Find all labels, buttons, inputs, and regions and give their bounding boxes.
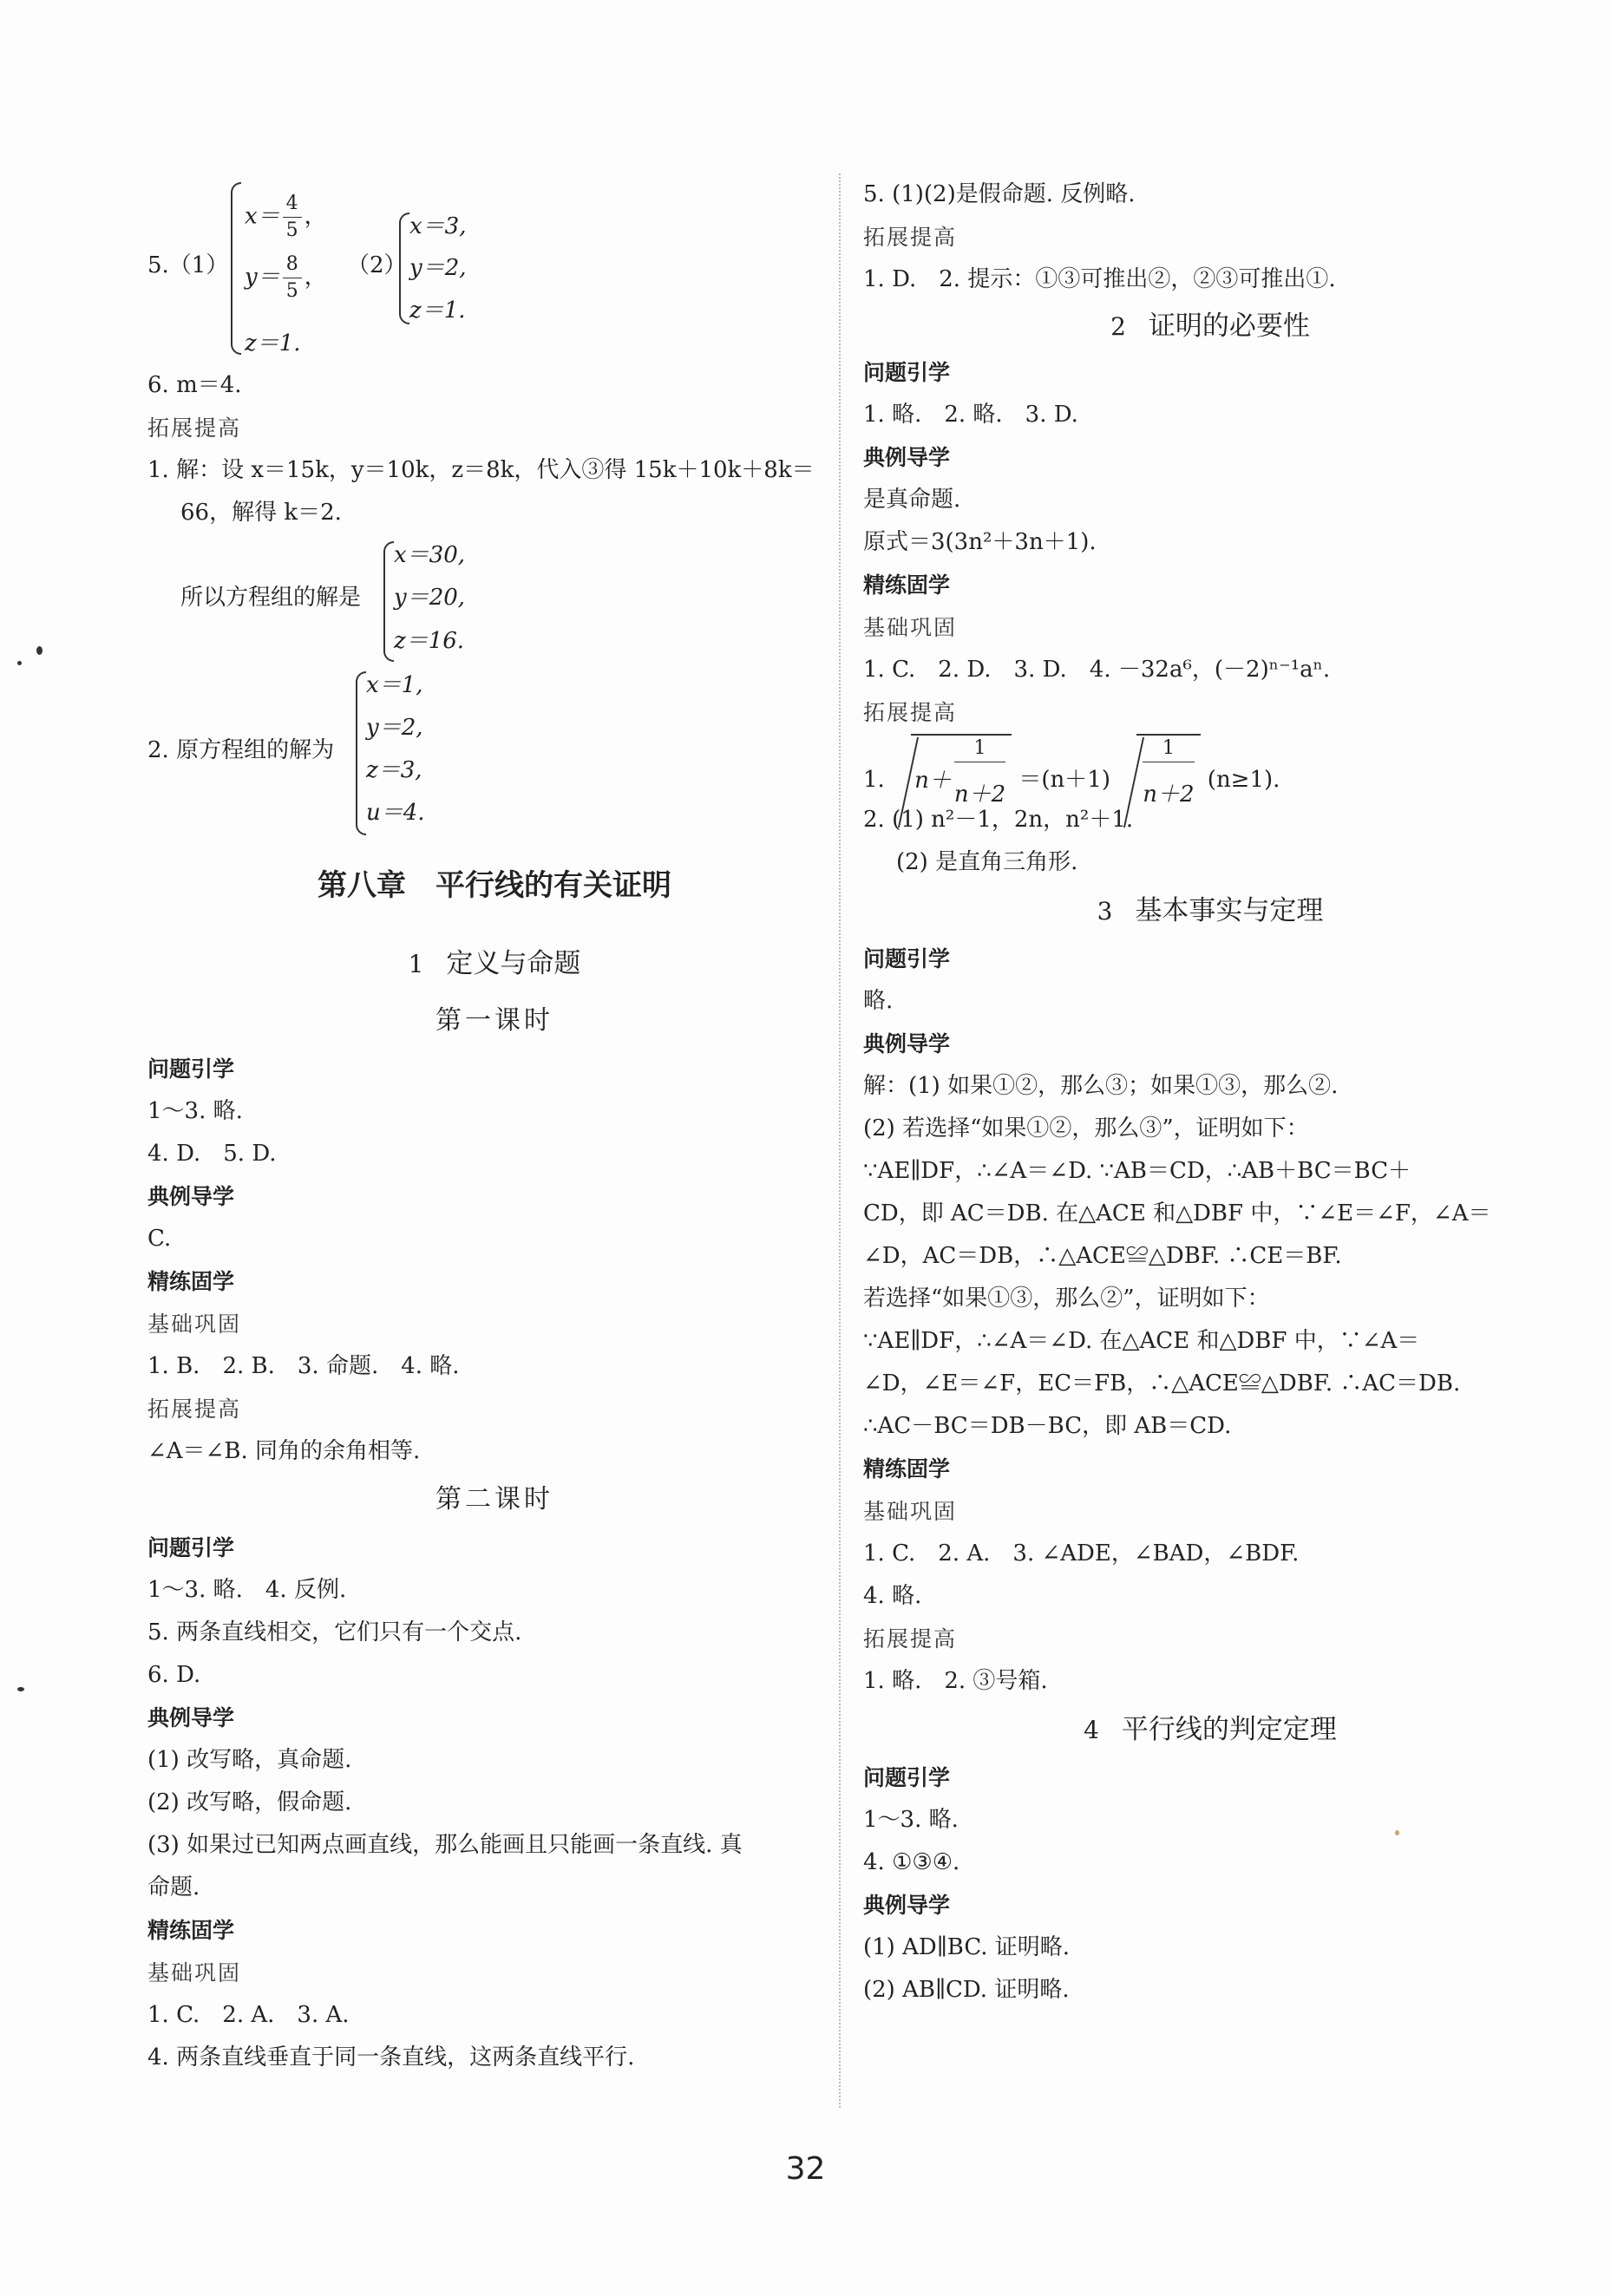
t2-eq4 <box>366 795 425 827</box>
denominator: 5 <box>285 219 298 241</box>
answer-line: 是真命题. <box>863 487 961 513</box>
fraction <box>283 252 302 304</box>
heading-jinglian: 精练固学 <box>863 1456 951 1482</box>
left-column <box>147 173 842 2079</box>
t2-eq3 <box>366 752 422 784</box>
t2-eq2 <box>366 710 423 742</box>
brace-1 <box>231 182 241 355</box>
answer-line: 1. 略. 2. 略. 3. D. <box>863 402 1078 428</box>
answer-line: C. <box>147 1226 172 1252</box>
lesson-2-title: 第二课时 <box>435 1484 553 1514</box>
subheading-tuozhan: 拓展提高 <box>863 225 958 250</box>
equals-part: ＝(n＋1) <box>1018 767 1110 793</box>
answer-line: (2) 改写略，假命题. <box>147 1789 352 1815</box>
section-1-title <box>147 933 842 994</box>
q5-systems <box>147 173 842 364</box>
subheading-tuozhan: 拓展提高 <box>863 700 958 725</box>
t1-eq2 <box>394 579 465 612</box>
comma: ， <box>304 264 327 291</box>
section-number: 4 <box>1084 1716 1099 1744</box>
answer-line: 1. C. 2. D. 3. D. 4. －32a⁶，(－2)ⁿ⁻¹aⁿ. <box>863 657 1331 683</box>
t1-eq1 <box>394 537 465 569</box>
q5-eq-x <box>245 191 327 244</box>
subheading-jichu: 基础巩固 <box>147 1960 242 1985</box>
scan-speck <box>36 646 43 655</box>
section-number: 3 <box>1097 897 1113 926</box>
subheading-jichu: 基础巩固 <box>863 1499 958 1524</box>
eq-text: z＝3, <box>366 757 422 783</box>
proof-line: ∠D，AC＝DB，∴△ACE≌△DBF. ∴CE＝BF. <box>863 1243 1342 1269</box>
answer-line: 原式＝3(3n²＋3n＋1). <box>863 529 1097 555</box>
eq-text: x＝3, <box>409 213 467 239</box>
q6-answer: 6. m＝4. <box>147 372 242 398</box>
eq-lhs: x＝ <box>245 203 280 230</box>
subheading-jichu: 基础巩固 <box>147 1312 242 1337</box>
proof-line: ∵AE∥DF，∴∠A＝∠D. ∵AB＝CD，∴AB＋BC＝BC＋ <box>863 1158 1411 1184</box>
answer-line: 1. 略. 2. ③号箱. <box>863 1668 1048 1694</box>
t1-solution <box>147 534 842 664</box>
section-2-title <box>863 301 1557 351</box>
answer-line: 略. <box>863 988 894 1014</box>
answer-line: ∠A＝∠B. 同角的余角相等. <box>147 1438 421 1464</box>
heading-dianli: 典例导学 <box>147 1184 235 1209</box>
eq-text: y＝20, <box>394 585 466 611</box>
answer-line: (3) 如果过已知两点画直线，那么能画且只能画一条直线. 真 <box>147 1832 743 1858</box>
heading-dianli: 典例导学 <box>147 1705 235 1730</box>
sqrt-expression-1 <box>892 734 1012 827</box>
q5-eq-y <box>245 252 327 304</box>
brace-2 <box>399 213 409 324</box>
q5-sys2-eq3 <box>409 292 466 324</box>
eq-text: z＝1. <box>409 298 466 324</box>
fraction: $\frac{1}{n+2}$ <box>1143 737 1195 808</box>
condition: (n≥1). <box>1207 767 1280 793</box>
t1-sol-label: 所以方程组的解是 <box>180 585 362 611</box>
section-number: 2 <box>1110 312 1126 341</box>
t1-line1: 1. 解：设 x＝15k，y＝10k，z＝8k，代入③得 15k＋10k＋8k＝ <box>147 457 815 483</box>
heading-wenti: 问题引学 <box>147 1056 235 1082</box>
section-name: 平行线的判定定理 <box>1121 1714 1337 1745</box>
heading-wenti: 问题引学 <box>863 1765 951 1790</box>
eq-text: z＝16. <box>394 628 465 654</box>
answer-line: 1. C. 2. A. 3. ∠ADE，∠BAD，∠BDF. <box>863 1540 1300 1567</box>
answer-line: 1. C. 2. A. 3. A. <box>147 2002 350 2028</box>
section-name: 基本事实与定理 <box>1135 895 1324 926</box>
answer-line: 命题. <box>147 1874 200 1900</box>
answer-line: 1. D. 2. 提示：①③可推出②，②③可推出①. <box>863 266 1336 292</box>
fraction <box>954 736 1005 827</box>
heading-jinglian: 精练固学 <box>147 1269 235 1294</box>
sqrt-term: n＋ <box>914 768 952 794</box>
right-column <box>863 173 1557 2011</box>
lesson-1-title: 第一课时 <box>435 1005 553 1036</box>
answer-line: (1) 改写略，真命题. <box>147 1747 352 1773</box>
heading-dianli: 典例导学 <box>863 1031 951 1056</box>
t2-eq1 <box>366 667 422 699</box>
proof-line: CD，即 AC＝DB. 在△ACE 和△DBF 中，∵∠E＝∠F，∠A＝ <box>863 1200 1491 1226</box>
scan-speck <box>17 661 22 665</box>
numerator: 1 <box>954 736 1005 762</box>
eq-text: x＝30, <box>394 542 466 568</box>
section-4-title <box>863 1703 1557 1756</box>
heading-wenti: 问题引学 <box>863 360 951 385</box>
heading-wenti: 问题引学 <box>147 1535 235 1560</box>
eq-text: x＝1, <box>366 672 423 698</box>
scan-speck <box>17 1687 24 1691</box>
brace-4 <box>356 671 366 835</box>
answer-line: 1～3. 略. <box>147 1098 243 1124</box>
page-number: 32 <box>785 2151 826 2187</box>
q5-label: 5.（1） <box>147 252 229 278</box>
t2-label: 2. 原方程组的解为 <box>147 737 335 763</box>
comma: ， <box>304 203 327 230</box>
numerator: 8 <box>283 252 302 278</box>
fraction <box>283 191 302 244</box>
t2-solution <box>147 664 842 838</box>
denominator: 5 <box>285 280 298 302</box>
proof-line: 若选择“如果①③，那么②”，证明如下： <box>863 1285 1270 1312</box>
item-number: 1. <box>863 767 885 793</box>
answer-line: 2. (1) n²－1，2n，n²＋1. <box>863 807 1134 833</box>
section-name: 定义与命题 <box>446 948 581 979</box>
heading-dianli: 典例导学 <box>863 1893 951 1918</box>
answer-line: 6. D. <box>147 1662 201 1688</box>
t1-eq3 <box>394 623 464 655</box>
answer-line: (1) AD∥BC. 证明略. <box>863 1934 1071 1960</box>
scan-speck <box>1395 1830 1399 1835</box>
subheading-tuozhan: 拓展提高 <box>863 1626 958 1652</box>
section-name: 证明的必要性 <box>1148 311 1310 342</box>
answer-line: (2) 是直角三角形. <box>896 849 1078 875</box>
heading-dianli: 典例导学 <box>863 445 951 470</box>
answer-line: 解：(1) 如果①②，那么③；如果①③，那么②. <box>863 1073 1339 1099</box>
heading-wenti: 问题引学 <box>863 946 951 971</box>
brace-3 <box>383 541 394 662</box>
answer-line: 5. 两条直线相交，它们只有一个交点. <box>147 1619 522 1645</box>
sqrt-identity <box>863 734 1557 808</box>
answer-line: 4. ①③④. <box>863 1849 960 1875</box>
answer-line: 4. 两条直线垂直于同一条直线，这两条直线平行. <box>147 2044 635 2070</box>
tuozhan-heading: 拓展提高 <box>147 415 242 441</box>
chapter-title: 第八章 平行线的有关证明 <box>318 868 671 903</box>
answer-line: 1～3. 略. 4. 反例. <box>147 1577 347 1603</box>
subheading-jichu: 基础巩固 <box>863 615 958 640</box>
heading-jinglian: 精练固学 <box>147 1918 235 1943</box>
proof-line: ∴AC－BC＝DB－BC，即 AB＝CD. <box>863 1413 1232 1439</box>
heading-jinglian: 精练固学 <box>863 572 951 598</box>
sqrt-expression-2 <box>1117 734 1200 827</box>
t1-line2: 66，解得 k＝2. <box>180 500 342 526</box>
q5-part2-label: （2） <box>347 252 407 278</box>
answer-line: 1～3. 略. <box>863 1807 959 1833</box>
eq-text: y＝2, <box>366 715 423 741</box>
proof-line: ∵AE∥DF，∴∠A＝∠D. 在△ACE 和△DBF 中，∵∠A＝ <box>863 1328 1420 1354</box>
denominator: n＋2 <box>953 782 1006 808</box>
eq-text: y＝2, <box>409 255 467 281</box>
subheading-tuozhan: 拓展提高 <box>147 1397 242 1422</box>
numerator: 4 <box>283 191 302 218</box>
q5-eq-z <box>245 325 301 357</box>
answer-line: 4. D. 5. D. <box>147 1141 277 1167</box>
eq-text: z＝1. <box>245 330 301 357</box>
q5-sys2-eq1 <box>409 208 466 240</box>
answer-line: 5. (1)(2)是假命题. 反例略. <box>863 181 1136 207</box>
section-number: 1 <box>408 950 424 978</box>
proof-line: ∠D，∠E＝∠F，EC＝FB，∴△ACE≌△DBF. ∴AC＝DB. <box>863 1370 1461 1397</box>
q5-sys2-eq2 <box>409 250 467 282</box>
eq-lhs: y＝ <box>245 264 280 291</box>
section-3-title <box>863 884 1557 938</box>
answer-line: 1. B. 2. B. 3. 命题. 4. 略. <box>147 1353 460 1379</box>
eq-text: u＝4. <box>366 800 425 826</box>
answer-line: 4. 略. <box>863 1583 922 1609</box>
answer-line: (2) 若选择“如果①②，那么③”，证明如下： <box>863 1115 1309 1141</box>
answer-line: (2) AB∥CD. 证明略. <box>863 1977 1070 2003</box>
